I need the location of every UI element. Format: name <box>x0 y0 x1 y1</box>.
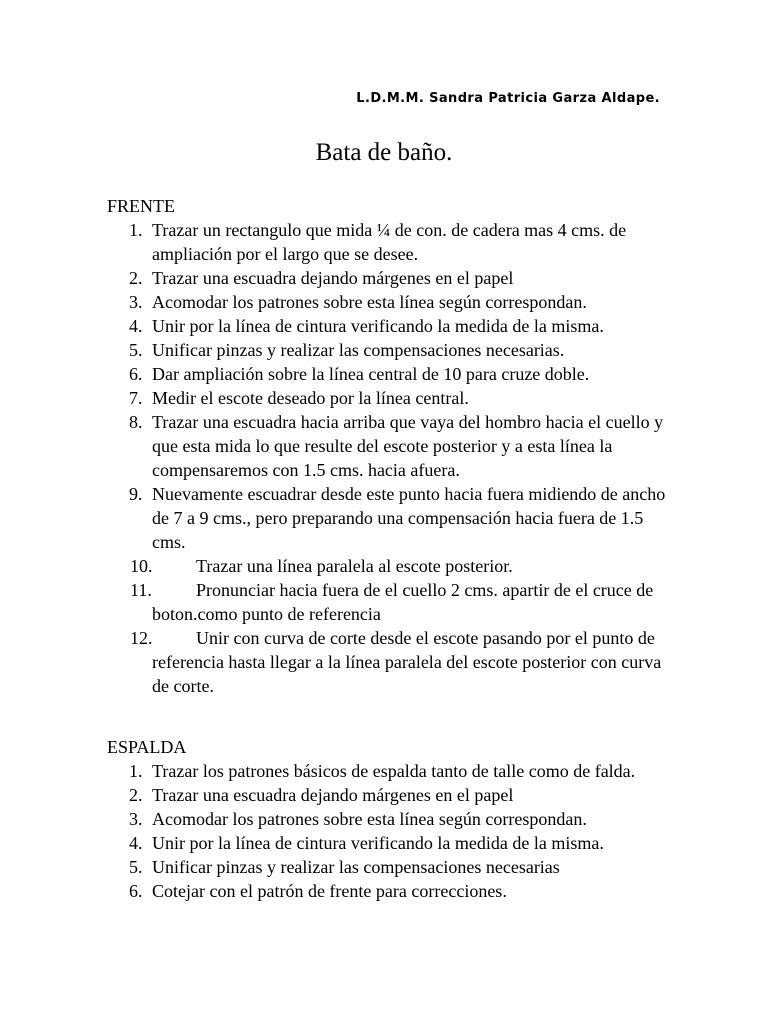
list-item-text: Cotejar con el patrón de frente para correcciones. <box>152 881 507 901</box>
list-item-text: Dar ampliación sobre la línea central de 10 para cruze doble. <box>152 364 590 384</box>
list-item-number: 5. <box>129 857 143 877</box>
list-item-text: Trazar una línea paralela al escote posterior. <box>196 556 513 576</box>
section-espalda <box>107 735 667 903</box>
list-item-text: Unir por la línea de cintura verificando la medida de la misma. <box>152 316 604 336</box>
list-item-number: 1. <box>129 761 143 781</box>
list-item <box>107 578 667 626</box>
list-item-number: 2. <box>129 785 143 805</box>
list-item-text: Trazar un rectangulo que mida ¼ de con. de cadera mas 4 cms. de ampliación por el largo que se desee. <box>152 220 627 264</box>
list-item-number: 4. <box>129 316 143 336</box>
list-item-number: 10. <box>130 556 153 576</box>
list-item <box>107 482 667 554</box>
list-item-number: 6. <box>129 364 143 384</box>
list-item-number: 3. <box>129 809 143 829</box>
list-item-text: Unir por la línea de cintura verificando la medida de la misma. <box>152 833 604 853</box>
frente-steps-list <box>107 218 667 698</box>
list-item <box>107 218 667 266</box>
list-item <box>107 807 667 831</box>
list-item-text: Trazar una escuadra dejando márgenes en el papel <box>152 268 514 288</box>
list-item-number: 8. <box>129 412 143 432</box>
author-line: L.D.M.M. Sandra Patricia Garza Aldape. <box>356 91 660 106</box>
list-item-number: 6. <box>129 881 143 901</box>
list-item-number: 4. <box>129 833 143 853</box>
list-item-text: Acomodar los patrones sobre esta línea según correspondan. <box>152 809 587 829</box>
list-item <box>107 410 667 482</box>
list-item-text: Trazar una escuadra hacia arriba que vaya del hombro hacia el cuello y que esta mida lo que resulte del escote posterior y a esta línea la compensaremos con 1.5 cms. hacia afuera. <box>152 412 664 480</box>
list-item <box>107 386 667 410</box>
section-frente <box>107 194 667 698</box>
list-item-text: Nuevamente escuadrar desde este punto hacia fuera midiendo de ancho de 7 a 9 cms., pero preparando una compensación hacia fuera de 1.5 cms. <box>152 484 666 552</box>
list-item-text: Trazar una escuadra dejando márgenes en el papel <box>152 785 514 805</box>
list-item <box>107 266 667 290</box>
list-item-text: Medir el escote deseado por la línea central. <box>152 388 469 408</box>
list-item <box>107 831 667 855</box>
list-item-number: 1. <box>129 220 143 240</box>
list-item <box>107 338 667 362</box>
list-item-number: 11. <box>130 580 152 600</box>
document-title: Bata de baño. <box>315 139 453 166</box>
list-item-number: 12. <box>130 628 153 648</box>
section-heading-espalda: ESPALDA <box>107 737 187 757</box>
list-item-number: 3. <box>129 292 143 312</box>
list-item <box>107 783 667 807</box>
list-item <box>107 314 667 338</box>
section-heading-frente: FRENTE <box>107 196 176 216</box>
espalda-steps-list <box>107 759 667 903</box>
list-item <box>107 362 667 386</box>
list-item <box>107 855 667 879</box>
list-item <box>107 290 667 314</box>
list-item-number: 2. <box>129 268 143 288</box>
list-item-text: Trazar los patrones básicos de espalda tanto de talle como de falda. <box>152 761 636 781</box>
list-item-text: Unificar pinzas y realizar las compensaciones necesarias. <box>152 340 565 360</box>
list-item-number: 7. <box>129 388 143 408</box>
list-item-text: Pronunciar hacia fuera de el cuello 2 cms. apartir de el cruce de boton.como punto de referencia <box>152 580 654 624</box>
list-item-number: 9. <box>129 484 143 504</box>
list-item-text: Unificar pinzas y realizar las compensaciones necesarias <box>152 857 560 877</box>
list-item-text: Acomodar los patrones sobre esta línea según correspondan. <box>152 292 587 312</box>
list-item-number: 5. <box>129 340 143 360</box>
list-item <box>107 879 667 903</box>
list-item-text: Unir con curva de corte desde el escote pasando por el punto de referencia hasta llegar a la línea paralela del escote posterior con curva de corte. <box>152 628 662 696</box>
list-item <box>107 554 667 578</box>
list-item <box>107 759 667 783</box>
list-item <box>107 626 667 698</box>
